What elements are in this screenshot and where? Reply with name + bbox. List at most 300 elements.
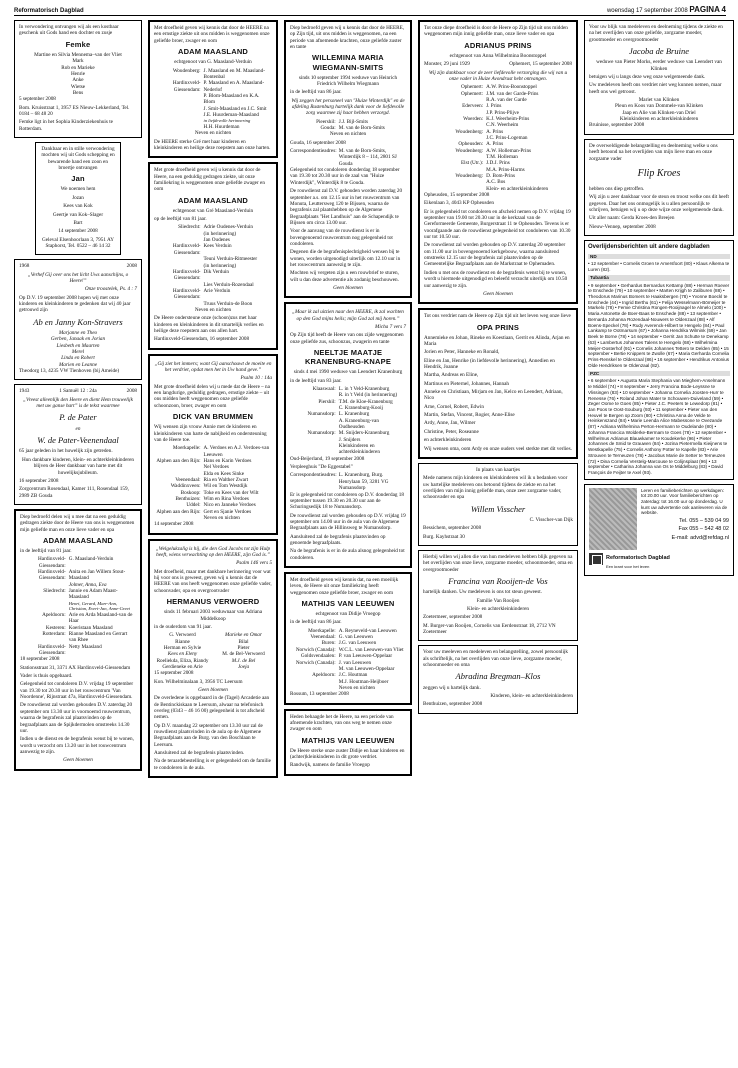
ad-info: Aansluitend zal de begrafenis plaatsvinden. [154, 750, 245, 757]
row-names: Toke en Kees van der Wilt [203, 489, 259, 496]
row-names: Jannie en Adam Maast-Maasland [68, 588, 118, 601]
row-place: Ophemert: [460, 84, 484, 91]
ad-quote: Wij zeggen het personeel van "Huize Winterdijk" en de afdeling Rustenburg hartelijk dank voor de liefdevolle zorg waarmee zij haar hebben verzorgd. [291, 97, 405, 117]
ad-sign: Kinderen, klein- en achterkleinkinderen [490, 693, 573, 700]
row-place: Hardinxveld-Giessendam: [172, 268, 201, 282]
row-names: T.M. Holleman [486, 153, 518, 160]
ad-info: Mochten wij vergeten zijn u een rouwbrief te sturen, wilt u dan deze advertentie als zodanig beschouwen. [290, 270, 399, 283]
ad-name: ADRIANUS PRINS [464, 40, 532, 50]
family-line: Jaap en Alie van Klinken-van Driel [622, 109, 696, 116]
row-place: Numansdorp: [307, 430, 336, 437]
ad-body: 65 jaar geleden in het huwelijk zijn getreden. [19, 448, 113, 455]
row-names: Kleinkinderen en achterkleinkinderen [338, 443, 380, 456]
ad-body: De Heere ondersteune onze (schoon)zus met haar kinderen en kleinkinderen in dit smartelijk verlies en heilige deze roepstem aan ons allen hart. [154, 315, 264, 334]
corr-row [290, 472, 406, 491]
row-place: Woudenberg: [172, 67, 201, 74]
ad-quote: „Welgelukzalig is hij, die den God Jacobs tot zijn Hulp heeft, wiens verwachting op den HEERE, zijn God is.” [155, 545, 271, 559]
row-names: Nico en Janneke Verdoes [203, 502, 256, 509]
section-nd-list: • 12 september • Cornelis Groen te Amersfoort (80) • Klaus Alkema te Luren (82). [588, 261, 730, 273]
ad-intro: Tot onze diepe droefheid is door de Heere op Zijn tijd uit ons midden weggenomen mijn innig geliefde man, onze lieve vader en opa [424, 25, 568, 38]
death-ad-maasland-3 [148, 162, 278, 349]
row-names: A.W. Holleman-Prins [486, 147, 532, 154]
row-names: Neven en nichten [203, 514, 240, 521]
row-place: Ophemert: [460, 90, 484, 97]
logo-text: Reformatorisch Dagblad [606, 555, 670, 562]
ad-neven: Neven en nichten [194, 306, 232, 313]
row-names: C.N. Weerheim [486, 122, 519, 129]
row-names: K.J. Weerheim-Prins [486, 115, 530, 122]
ad-quote: „Gij ziet het immers; want Gij aanschouwt de moeite en het verdriet, opdat men het in Uw hand geve.” [154, 360, 272, 373]
row-place: Veenendaal: [175, 476, 201, 483]
ad-intro: Voor uw blijk van medeleven en deelneming tijdens de ziekte en na het overlijden van onze geliefde, zorgzame moeder, grootmoeder en overgrootmoeder [589, 24, 723, 43]
ad-date: 14 september 2008 [154, 521, 194, 528]
ad-name: ADAM MAASLAND [177, 195, 249, 205]
ad-info: De rouwdienst zal D.V. gehouden worden zaterdag 20 september a.s. om 12.15 uur in het rouwcentrum van Monuta, Leuttersweg 120 te Bijssen, waarna de begrafenis zal plaatshebben op de Algemene Begraafplaats "Het Landhuis" aan de Schapendijk te Bijssen om circa 13.00 uur. [290, 188, 403, 226]
row-place: Gouda: [320, 125, 336, 132]
death-ad-maasland-1 [14, 509, 142, 771]
family-line: Gerben, Janaak en Jorian [50, 336, 106, 343]
row-place: Apeldoorn: [42, 612, 66, 618]
row-names: J.M. van der Garde-Prins [486, 90, 539, 97]
family-line: Wietse [70, 83, 86, 90]
death-ad-prins [418, 20, 578, 304]
row-place: Hardinxveld-Giessendam: [172, 80, 201, 93]
ad-date: 16 september 2008 [19, 477, 59, 484]
ad-intro: Tot ons verdriet nam de Heere op Zijn tijd uit het leven weg onze lieve [424, 313, 571, 320]
ad-address: Theodorg 13, 4235 VW Tienhoven (bij Ameide) [19, 368, 120, 375]
family-line: Marjanne en Theo [58, 329, 98, 336]
ad-date: Hardinxveld-Giessendam, 16 september 2008 [154, 336, 250, 343]
ad-age: in de ouderdom van 91 jaar. [154, 623, 212, 630]
birth-ad-jan [35, 142, 121, 255]
family-line: Liesbeth en Maarten [56, 342, 100, 349]
death-ad-maasland-2 [148, 20, 278, 158]
family-line: Linda en Robert [61, 355, 95, 362]
family-line: Marien en Leanne [58, 361, 98, 368]
contact-body: Leren en familieberichten op werkdagen: tot 20.00 uur. Voor familieberichten op zaterdag: tot 16.00 uur op donderdag. U kunt uw advertentie ook aanleveren via de website. [641, 487, 728, 516]
family-line: Annemieke en Johan, Rineke en Koestiaan, Gerrit en Alinda, Arjan en Maria [424, 334, 570, 348]
thanks-ad-bregman [418, 645, 578, 713]
ad-address: Zorgcentrum Rosendaal, Kamer 111, Rosendaal 159, 2989 ZB Gouda [19, 486, 129, 499]
family-line: Kees en Eleny [167, 651, 198, 658]
row-names: H.H. Huurdeman [203, 123, 240, 130]
ad-name: MATHIJS VAN LEEUWEN [301, 735, 395, 745]
ad-date: Opheusden, 15 september 2008 [424, 192, 490, 199]
ad-info: Na de begrafenis is er in de aula alsnog gelegenheid tot condoleren. [290, 548, 405, 561]
row-names: Henri, Gerard, Marr-Ann, Christian, Evert-Jan, Anne-Greet [68, 600, 130, 612]
family-line: Eline en Jan, Henrike (in liefdevolle herinnering), Annedien en Hendrik, Joanne [424, 357, 555, 371]
family-line: Anneke en Christiaan, Mirjam en Jan, Kelco en Leendert, Adriaan, Nico [424, 389, 563, 402]
ad-sub: weduwe van Pieter Morks, eerder weduwe van Leendert van Klinken [596, 59, 722, 72]
ad-info: Aansluitend zal de begrafenis plaatsvinden op genoemde begraafplaats. [290, 533, 386, 546]
row-names: A. Verdoes en A.J. Verdoes-van Leeuwen [203, 445, 270, 458]
row-names: A. Prins [486, 141, 504, 148]
row-place: Klaaswaal: [312, 386, 336, 392]
family-row [290, 418, 406, 431]
contact-tel: Tel. 055 – 539 04 99 [679, 517, 729, 524]
ad-info: Degenen die de begrafenisplechtigheid wensen bij te wonen, worden uitgenodigd uiterlijk om 12.10 uur in het rouwcentrum aanwezig te zijn. [290, 249, 401, 268]
ad-footer: Femke ligt in het Sophia Kinderziekenhuis te Rotterdam. [19, 119, 113, 132]
anniversary-ad-kon [14, 259, 142, 380]
ad-date: 18 september 2008 [20, 656, 60, 663]
ad-address: M. Burger-van Rooijen, Cornelis van Eerdenstraat 18, 2712 VN Zoetermeer [423, 622, 556, 636]
ad-name: Francina van Rooijen-de Vos [448, 575, 548, 586]
years-row [19, 388, 137, 394]
row-place [154, 93, 204, 106]
thanks-ad-visscher [418, 463, 578, 546]
row-place [290, 443, 339, 456]
ad-date: 5 september 2008 [19, 96, 56, 103]
row-names: M. van Leeuwen-Oppelaar [338, 665, 395, 672]
family-line: Bilal [238, 638, 249, 645]
family-row [20, 588, 136, 601]
family-row [154, 243, 272, 256]
family-line: Herman en Sylvie [163, 644, 202, 651]
row-names: J.P. Prins-Plijve [486, 109, 519, 116]
column-5 [584, 20, 734, 1064]
row-place: Benthuizen: [175, 495, 201, 502]
ad-sub: C. Visscher-van Dijk [529, 516, 573, 523]
family-row [20, 569, 136, 582]
row-place: Opheusden: [458, 141, 484, 148]
quote-ref: Onze troostelek, Ps. 4 : 7 [84, 286, 137, 293]
page-number: 4 [721, 4, 726, 14]
row-names: J.E. Huurdeman-Maasland [203, 111, 260, 118]
row-place: Norwich (Canada): [295, 646, 336, 653]
years-row [19, 263, 137, 269]
family-list [589, 97, 729, 122]
section-nd: ND [588, 254, 730, 260]
family-line: Anke [72, 77, 84, 84]
ad-date: 14 september 2008 [58, 228, 98, 235]
row-names: P. Maasland en A. Maasland-Nederlof [203, 80, 265, 93]
ad-sign: Geen bloemen [63, 757, 93, 764]
row-names: J.D.J. Prins [486, 160, 510, 167]
year-end: 2008 [126, 388, 137, 395]
row-place: Hardinxveld-Giessendam: [38, 556, 66, 569]
quote-ref: Micha 7 vers 7 [375, 324, 406, 330]
row-place: Hardinxveld-Giessendam: [38, 643, 66, 657]
row-names: Elda en Kees Sinke [203, 470, 245, 477]
ad-info: De overledene is opgebaard in de (Tagel) Arcadetie aan de Bentinckiskaan te Leersum, alwaar na telefonisch overleg (0343 – 46 16 00) gelegenheid is tot afscheid nemen. [154, 695, 270, 721]
row-place: Ederveen: [462, 103, 484, 110]
row-names: Arie Verduin [203, 287, 231, 294]
row-place [290, 418, 339, 431]
ad-address: Bom. Kruisstraat 1, 3957 ES Nieuw-Lekkerland, Tel. 0184 – 68 48 20 [19, 104, 130, 117]
ad-address: Geleval Elsenhoorlaan 3, 7951 AY Staphorst, Tel. 0522 – 46 14 32 [42, 236, 114, 249]
row-names: (in herinnering) [203, 230, 237, 237]
row-place: Pieershil: [316, 118, 336, 125]
logo-subtitle: Een krant voor het leven [606, 563, 650, 569]
row-names: Truus Verduin-de Boon [203, 300, 253, 307]
ad-sub: sinds 4 mei 1990 weduwe van Leendert Kranenburg [293, 369, 403, 376]
family-line: Christine, Peter, Roseanne [424, 428, 479, 435]
death-ad-opa-prins [418, 308, 578, 459]
row-names: J. Maasland en M. Maasland-Bontenbal [203, 67, 265, 80]
death-ad-verwoerd [148, 539, 278, 778]
ad-info: Vader is thuis opgebaard. [20, 673, 73, 680]
ad-sub: sinds 10 september 1994 weduwe van Heinrich Friedrich Wilhelm Wiegmann [298, 74, 398, 87]
row-names: A.C. Bos [486, 179, 506, 186]
family-row [154, 80, 272, 93]
ad-intro: Met grote droefheid geven wij u kennis dat door de Heere, na een geduldig gedragen ziekte, uit onze familiekring is weggenomen onze geliefde zwager en oom [154, 167, 265, 193]
page-header [14, 4, 726, 16]
family-row [20, 601, 136, 612]
row-place: Veenendaal: [310, 634, 336, 641]
ad-intro: Diep bedroefd geven wij u kennis dat door de HEERE, op Zijn tijd, uit ons midden is weggenomen, na een periode van afnemende krachten, onze geliefde zuster en tante [290, 25, 405, 51]
ad-date: Nieuw-Vennep, september 2008 [589, 223, 656, 230]
ad-info: Gelegenheid tot condoleren D.V. vrijdag 19 september van 19.30 tot 20.30 uur in het rouwcentrum 'Van Noordenne', Rijnstraat 47a, Hardinxveld-Giessendam. [20, 681, 134, 701]
family-row [20, 631, 136, 644]
ad-date: Benthuizen, september 2008 [423, 701, 483, 708]
family-line: G. Verwoerd [169, 632, 196, 639]
row-place: Woerden: [463, 115, 484, 122]
row-names: P. van Leeuwen-Oppelaar [338, 653, 393, 660]
row-names: Nel Verdoes [203, 464, 229, 471]
contact-box [584, 484, 734, 576]
ad-intro: De overweldigende belangstelling en deelneming welke u ons heeft betoond na het overlijden van mijn lieve man en onze zorgzame vader [589, 142, 718, 162]
paper-name: Reformatorisch Dagblad [14, 7, 84, 14]
family-line: Mark [72, 58, 84, 65]
ad-names-1: Kees van Kok [63, 203, 93, 210]
row-place: Alphen aan den Rijn: [156, 508, 201, 515]
row-names: J. Smit-Maasland en J.C. Smit [203, 105, 267, 112]
ad-body: hebben ons diep getroffen. [589, 186, 645, 193]
ad-info: Op D.V. maandag 22 september om 13.30 uur zal de rouwdienst plaatsvinden in de aula op de Algemene Begraafplaats aan de Burg. van den Boschlaan te Leersum. [154, 722, 263, 748]
row-names: L. Kranenburg [338, 411, 370, 418]
ad-name: HERMANUS VERWOERD [166, 597, 260, 607]
ad-address: Stationsstraat 31, 3371 AX Hardinxveld-Giessendam [20, 664, 131, 671]
row-place: Woudenberg: [455, 173, 484, 180]
family-line: Marieke en Omar [225, 632, 262, 639]
row-names: (in herinnering) [203, 262, 237, 269]
family-line: Martine en Silvia Mennema–van der Vliet [34, 51, 122, 58]
ad-sign: Uit aller naam: Gerda Kroes-den Breejen [589, 215, 675, 222]
family-line: Pieter [237, 644, 250, 651]
row-place: Woudenberg: [455, 128, 484, 135]
row-place: Moerkapelle: [308, 627, 336, 634]
family-row [20, 612, 136, 625]
row-names: Neven en nichten [338, 684, 376, 691]
ad-intro: Met droefheid geven wij kennis dat door de HEERE na een ernstige ziekte uit ons midden is weggenomen onze geliefde broer, zwager en oom [154, 25, 270, 44]
family-line: Martinus en Pieternel, Johannes, Hannah [424, 380, 509, 387]
row-names: D. Bom-Prins [486, 173, 515, 180]
ad-quote: „Vreest alleenlijk den Heere en dient Hem trouwelijk met uw ganse hart” is de tekst waarmee [23, 396, 133, 410]
family-line: Jorien en Peter, Hanneke en Ronald, [424, 349, 500, 356]
ad-body: De Heere sterke onze zuster Didije en haar kinderen en (achter)kleinkinderen in dit grote verdriet. [290, 747, 405, 761]
row-names: M. van de Born-Smits [338, 125, 385, 132]
and-word: en [75, 425, 81, 432]
ad-age: in de leeftijd van 86 jaar. [290, 619, 342, 626]
ad-info: De rouwdienst zal worden gehouden op D.V. zaterdag 20 september om 11.00 uur in bovengenoemd kerkgebouw, waarna aansluitend omstreeks 12.15 uur de begrafenis zal plaatsvinden op de Gemeentelijke Begraafplaats aan de Markstraat te Ophemaden. [424, 242, 566, 268]
row-names: J.C. Prins-Logeman [486, 134, 528, 141]
row-place: Rotterdam: [42, 631, 66, 638]
row-names: Klein- en achterkleinkinderen [486, 185, 549, 192]
corr-label: Correspondentieadres: [290, 148, 337, 155]
row-place: Uddel: [186, 502, 201, 509]
row-place [20, 601, 69, 612]
ad-name: DICK VAN BRUMMEN [172, 412, 254, 422]
ad-body: Wij wensen zijn vrouw Annie met de kinderen en kleinkinderen van harte de nabijheid en ondersteuning van de Heere toe. [154, 424, 267, 443]
family-line: Ardy, Anne, Jan, Wilmer [424, 420, 476, 427]
ad-body: De HEERE sterke Gré met haar kinderen en kleinkinderen en heilige deze roepstem aan onze harten. [154, 138, 271, 151]
row-place: Alphen aan den Rijn: [156, 457, 201, 464]
ad-name: WILLEMINA MARIA WIEGMANN-SMITS [312, 53, 384, 72]
row-place: Numansdorp: [307, 411, 336, 418]
row-names: Jolmer, Anna, Eva [68, 581, 107, 588]
family-line: Pleun en Koos van Dommele-van Klinken [614, 103, 704, 110]
year-end: 2008 [126, 263, 137, 270]
ad-sign: Geen bloemen [198, 687, 228, 693]
family-row [154, 445, 272, 458]
ad-age: in de leeftijd van 83 jaar. [290, 377, 342, 384]
row-names: J. van Leeuwen [338, 659, 372, 666]
thanks-ad-bruine [584, 20, 734, 135]
ad-date: Bessichem, september 2008 [423, 525, 482, 532]
ad-sign: Familie Van Rooijen [476, 597, 520, 604]
row-place: Sliedrecht: [178, 224, 201, 231]
thanks-ad-kroes [584, 139, 734, 236]
page-info [607, 5, 726, 15]
death-ad-leeuwen-1 [284, 572, 412, 705]
row-names: P. Blom-Maasland en K.A. Blom [203, 92, 260, 106]
contact-email[interactable]: E-mail: advd@refdag.nl [671, 535, 729, 542]
ad-sign-2: Klein- en achterkleinkinderen [467, 606, 529, 613]
ad-intro: Met droefheid geven wij kennis dat, na een moeilijk leven, de Heere uit onze familiekring heeft weggenomen onze geliefde broer, zwager en oom [290, 576, 399, 596]
row-names: J.C. Houtman [338, 672, 368, 679]
family-line: Joeja [237, 663, 250, 670]
row-names: C. Kranenburg-Kooij [338, 405, 383, 412]
row-names: Ria en Walther Zwart [203, 476, 249, 483]
contact-photo [589, 488, 637, 550]
row-names: L. in 't Veld-Kranenburg [338, 386, 390, 392]
ad-sign: Geen bloemen [333, 284, 363, 291]
row-place: Hardinxveld-Giessendam: [172, 243, 201, 256]
death-ad-wiegmann [284, 20, 412, 298]
family-row [154, 301, 272, 307]
ad-intro: Op Zijn tijd heeft de Heere van ons zijde weggenomen onze geliefde zus, schoonzus, zwagerin en tante [290, 332, 404, 345]
ad-name: NEELTJE MAATJE KRANENBURG-KNAPE [304, 348, 392, 367]
row-names: G. van Leeuwen [338, 634, 373, 641]
anniversary-ad-pater [14, 384, 142, 505]
quote-ref: Psalm 10 : 14a [240, 375, 272, 382]
family-line: Martha, Andreas en Eline, [424, 372, 479, 379]
family-list [19, 330, 137, 368]
ad-info: Er is gelegenheid tot condoleren en afscheid nemen op D.V. vrijdag 19 september van 19.00 tot 20.30 uur in de kerkzaal van de Gereformeerde Gemeente, Burgerstraat 11 te Opheusden. Tevens is er voorafgaande aan de rouwdienst gelegenheid tot condoleren van 10.30 uur tot 10.50 uur. [424, 208, 571, 241]
column-2 [148, 20, 278, 1064]
ad-sub: in de leeftijd van 81 jaar. [20, 548, 72, 555]
row-names: Wim en Rina Verdoes [203, 495, 249, 502]
section-pzc: PZC [588, 371, 730, 377]
ad-name: Abradina Bregman–Klos [455, 671, 541, 682]
ad-body: Op D.V. 19 september 2008 hopen wij met onze kinderen en kleinkinderen te gedenken dat wij 40 jaar getrouwd zijn [19, 294, 131, 314]
ad-address: Kon. Wilhelminalaan 3, 3956 TC Leersum [154, 678, 243, 685]
ad-noem: We noemen hem [60, 186, 96, 193]
ad-name: OPA PRINS [476, 322, 520, 332]
ad-names-2: Geertje van Kok–Slager [52, 211, 104, 218]
row-names: Netty Maasland [68, 643, 102, 650]
row-names: W.C.L. van Leeuwen-van Vliet [338, 646, 404, 653]
ad-sub: sinds 11 februari 2003 weduwnaar van Adriana Middelkoop [163, 609, 263, 622]
family-line: Henrie [70, 70, 86, 77]
row-names: Adrie Oudenes-Verduin [203, 224, 253, 231]
row-names: Arie en Arda Maasland-van de Haar [68, 612, 133, 625]
year-start: 1968 [19, 263, 30, 270]
death-ad-brummen [148, 354, 278, 535]
row-place: Apeldoorn: [312, 672, 336, 679]
section-tubantia: Tubantia [588, 275, 730, 281]
row-names: Koeristaan Maasland [68, 624, 113, 631]
ad-quote: „Maar ik zal uitzien naar den HEERE, ik zal wachten op den God mijns heils; mijn God zal mij horen.” [292, 309, 404, 322]
ad-intro: Hierbij willen wij allen die van hun medeleven hebben blijk gegeven na het overlijden van onze lieve, zorgzame moeder, schoonmoeder, oma en overgrootmoeder [423, 553, 573, 573]
ad-body-2: Wij zijn u zeer dankbaar voor de steun en troost welke ons dit heeft gegeven. Daar het ons onmogelijk is u allen persoonlijk te schrijven, betuigen wij u op deze wijze onze welgemeende dank. [589, 194, 729, 214]
ad-info: Voor de aanvang van de rouwdienst is er in bovengenoemd rouwcentrum nog gelegenheid tot condoleren. [290, 228, 393, 247]
row-names: Teuni Verduin-Ritmeester [203, 256, 258, 263]
ad-age: in de leeftijd van 86 jaar. [290, 89, 342, 96]
ad-name: Flip Kroes [637, 167, 681, 179]
logo-icon [589, 553, 603, 565]
page-date: woensdag 17 september 2008 [606, 7, 688, 14]
person-1: P. de Pater [59, 412, 97, 423]
corr-address: L. Kranenburg, Burg. Henrylaan 59, 3281 VG Numansdorp [338, 472, 389, 492]
ad-quote: „Verhef Gij over ons het licht Uws aanschijns, o Heere!” [27, 271, 129, 284]
ad-place: Verpleeghuis "De Eggestabel" [290, 464, 353, 471]
ad-title: In plaats van kaartjes [476, 466, 520, 473]
row-names: Anita en Jan Willem Stout-Maasland [68, 569, 126, 582]
family-line: M.J. de Bel [231, 657, 256, 664]
row-names: Kees Verduin [203, 243, 232, 250]
ad-intro: Met droefheid, maar met dankbare herinnering voor wat hij voor ons is geweest, geven wij u kennis dat de HEERE van ons heeft weggenomen onze geliefde vader, schoonvader, opa en overgrootvader [154, 568, 272, 594]
row-place: Woudenberg: [455, 147, 484, 154]
section-tubantia-list: • 9 september • Gerhardus Bernardus Kettamp (88) • Herman Roever te Enschede (79) • 10 september • Marten Krijgh te Zaliburen (88) • Theodorus Marinus Bomers te Haaksbergen (78) • Yvonne Boeckl te Enschede (44) • Ingrid Berthu (61) • Felija Wesselmann-Bömeijer te Markelo (78) • Femie Christina Rongen-Rooijnagel te Almelo (100) • Maria Antonette de Boer-Baas te Enschede (88) • 13 september • Bernarda Johanna Rozendaal-Nouwers te Oldenzaal (88) • Alf Boens-Speckel (78) • Rudy Averenck-Hilbert te Hengelo (84) • Paul Lankamp te Ootmarsum (67) • Johanna Hendrika Wilmink (59) • Jan Beek te Borne (78) • 14 september • Gerrit Jan Schutte te Denekamp (63) • Lambertus Johannes Talens te Hengelo (68) • Wilhelmina Meijer-Oosterhof (91) • Cornelis Johannes Tettero te Delden (85) • 15 september • Bertie Knippers te Zwolle (67) • Maria Gerharda Cornelia Prins-Renskel te Oldenzaal (86) • 16 september • Hendrikus Antonius Olde Hendriksen te Oldenzaal (82). [588, 282, 730, 368]
ad-sub: echtgenoot van Didije Vroegop [315, 611, 381, 618]
row-names: Gert en Sjanie Verdoes [203, 508, 252, 515]
row-place: Waddinxveen: [170, 483, 201, 490]
family-line: Merel [71, 349, 85, 356]
ad-intro: In verwondering ontvangen wij als een kostbaar geschenk uit Gods hand een dochter en zusje [19, 24, 119, 37]
family-line: Gerdieneke en Arie [162, 663, 203, 670]
row-names: Wil en Tom Westdijk [203, 483, 248, 490]
row-place: Norwich (Canada): [295, 659, 336, 666]
ad-sign: Randwijk, namens de familie Vroegop [290, 762, 370, 769]
row-names: A. Kranenburg-van Oudheusden [338, 417, 379, 431]
ad-name: Jan [71, 174, 85, 184]
paper-logo [589, 553, 729, 565]
family-line: en achterkleinkinderen [424, 437, 472, 444]
year-start: 1943 [19, 388, 30, 395]
row-names: J.J. Bijl-Smits [338, 118, 368, 125]
row-names: A. Reyneveld-van Leeuwen [338, 627, 397, 634]
row-place: Sliedrecht: [43, 588, 66, 595]
person-2: W. de Pater-Veenendaal [37, 435, 119, 446]
family-row [20, 556, 136, 569]
death-ad-leeuwen-2 [284, 709, 412, 776]
ad-age: op de leeftijd van 81 jaar. [154, 216, 207, 223]
family-line: Kleinkinderen en achterkleinkinderen [619, 116, 699, 123]
family-row [20, 644, 136, 657]
row-names: Rianne Maasland en Gerrart van Rhee [68, 631, 128, 644]
ad-body: Mede namens mijn kinderen en kleinkinderen wil ik u bedanken voor uw hartelijke medeleven ons betoond tijdens de ziekte en na het overlijden van mijn innig geliefde man, onze zeer zorgzame vader, schoonvader en opa [423, 475, 568, 501]
ad-intro: Met grote droefheid delen wij u mede dat de Heere – na een langdurige, geduldig gedragen, ernstige ziekte – uit ons midden heeft weggenomen onze geliefde schoonzoon, broer, zwager en oom [154, 383, 270, 409]
row-names: A. Prins [486, 128, 504, 135]
corr-address: M. van de Born-Smits, Winterdijk 8 – 114, 2801 SJ Gouda [338, 148, 397, 167]
family-line: Bens [72, 89, 84, 96]
ad-date: Gouda, 16 september 2008 [290, 139, 346, 146]
ad-thanks: Hun dankbare kinderen, klein- en achterkleinkinderen blijven de Heer dankbaar van harte met dit huwelijksjubileum. [21, 456, 135, 476]
row-place: Hardinxveld-Giessendam: [172, 287, 201, 301]
ad-sub: echtgenoot van Gré Maasland-Verduin [172, 207, 254, 214]
ad-info: Indien u met ons de rouwdienst en de begrafenis wenst bij te wonen, wordt u hiermede uitgenodigd en beleefd verzocht uiterlijk om 10.50 uur aanwezig te zijn. [424, 269, 568, 289]
